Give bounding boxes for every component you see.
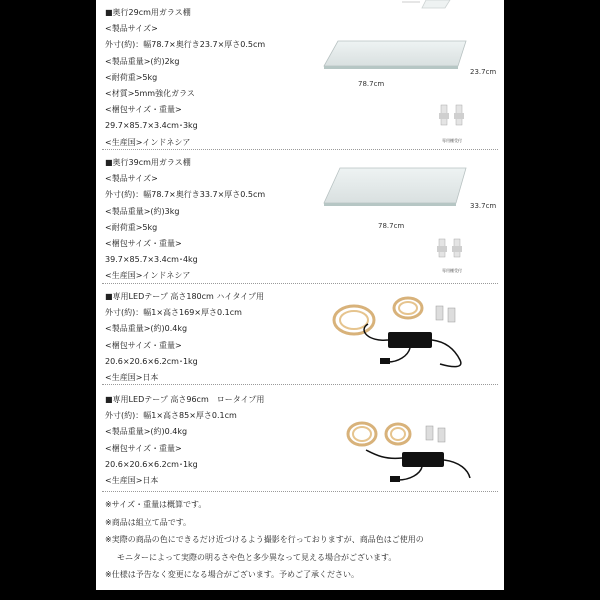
width-dimension-label: 78.7cm [358, 80, 385, 88]
spec-line: <製品重量>(約)0.4kg [105, 427, 188, 437]
spec-line: 20.6×20.6×6.2cm･1kg [105, 459, 198, 469]
section-title: ■奥行39cm用ガラス棚 [105, 158, 191, 167]
spec-line: <製品重量>(約)3kg [105, 206, 180, 216]
led-tape-low-image [336, 408, 486, 490]
spec-line: <製品重量>(約)0.4kg [105, 324, 188, 334]
glass-shelf-29-image [320, 38, 470, 74]
spec-line: <梱包サイズ・重量> [105, 105, 182, 115]
led-tape-low-spec [105, 392, 264, 489]
spec-line: 外寸(約)：幅1×高さ169×厚さ0.1cm [105, 308, 242, 318]
section-title: ■専用LEDテープ 高さ180cm ハイタイプ用 [105, 292, 264, 301]
spec-line: 外寸(約)：幅1×高さ85×厚さ0.1cm [105, 411, 237, 421]
spec-line: <材質>5mm強化ガラス [105, 89, 195, 99]
glass-shelf-29-spec [105, 5, 265, 151]
width-dimension-label: 78.7cm [378, 222, 405, 230]
bracket-caption: 専用棚受付 [442, 138, 462, 143]
led-tape-high-spec [105, 289, 264, 386]
section-title: ■専用LEDテープ 高さ96cm ロータイプ用 [105, 395, 265, 404]
spec-line: <生産国>日本 [105, 476, 159, 486]
separator [102, 491, 498, 492]
spec-line: 外寸(約)：幅78.7×奥行き33.7×厚さ0.5cm [105, 190, 266, 200]
note-line: ※商品は組立て品です。 [105, 517, 192, 527]
spec-line: <製品サイズ> [105, 24, 158, 34]
note-line: ※実際の商品の色にできるだけ近づけるよう撮影を行っておりますが、商品色はご使用の [105, 535, 424, 545]
note-line: ※サイズ・重量は概算です。 [105, 500, 207, 509]
product-spec-sheet [96, 0, 504, 590]
separator [102, 384, 498, 385]
bracket-caption: 専用棚受付 [442, 268, 462, 273]
spec-line: <生産国>インドネシア [105, 137, 191, 147]
spec-line: <耐荷重>5kg [105, 72, 158, 82]
section-title: ■奥行29cm用ガラス棚 [105, 8, 191, 17]
notes [105, 496, 424, 584]
spec-line: <生産国>日本 [105, 373, 159, 383]
spec-line: <梱包サイズ・重量> [105, 443, 182, 453]
spec-line: 29.7×85.7×3.4cm･3kg [105, 121, 198, 131]
spec-line: 20.6×20.6×6.2cm･1kg [105, 356, 198, 366]
spec-line: <梱包サイズ・重量> [105, 340, 182, 350]
spec-line: <製品重量>(約)2kg [105, 56, 180, 66]
spec-line: <耐荷重>5kg [105, 222, 158, 232]
shelf-bracket-39-image [436, 237, 466, 265]
spec-line: <生産国>インドネシア [105, 271, 191, 281]
glass-shelf-top-partial-image [396, 0, 456, 14]
separator [102, 283, 498, 284]
led-tape-high-image [328, 290, 478, 376]
depth-dimension-label: 33.7cm [470, 202, 497, 210]
spec-line: <製品サイズ> [105, 174, 158, 184]
shelf-bracket-29-image [438, 103, 468, 133]
spec-line: 39.7×85.7×3.4cm･4kg [105, 255, 198, 265]
glass-shelf-39-spec [105, 155, 265, 285]
spec-line: <梱包サイズ・重量> [105, 239, 182, 249]
separator [102, 149, 498, 150]
spec-line: 外寸(約)：幅78.7×奥行き23.7×厚さ0.5cm [105, 40, 266, 50]
depth-dimension-label: 23.7cm [470, 68, 497, 76]
note-line: ※仕様は予告なく変更になる場合がございます。予めご了承ください。 [105, 570, 360, 580]
note-line: モニターによって実際の明るさや色と多少異なって見える場合がございます。 [117, 552, 397, 562]
glass-shelf-39-image [320, 165, 470, 211]
